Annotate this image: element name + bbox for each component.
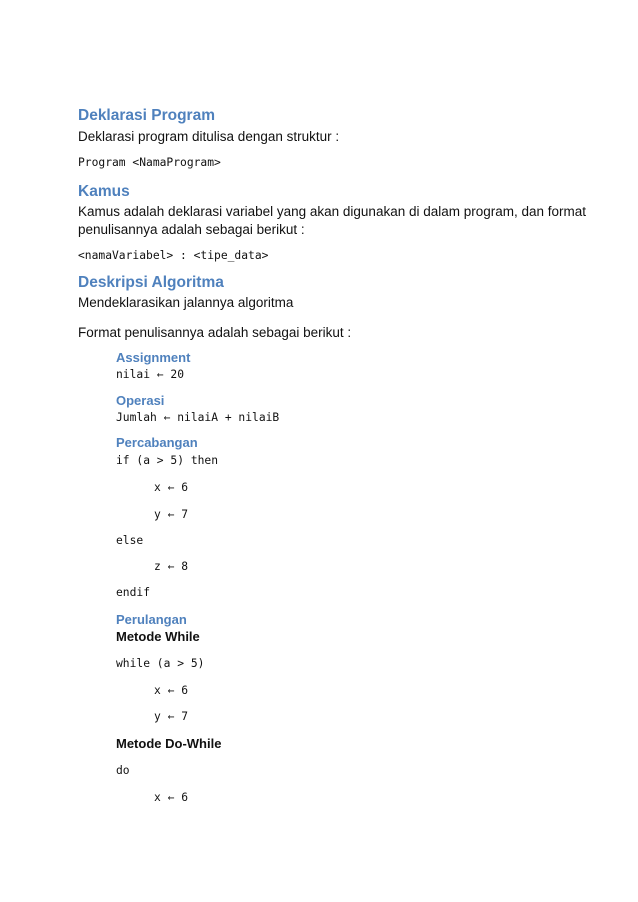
kamus-description-line2: penulisannya adalah sebagai berikut : — [78, 222, 305, 237]
do-line: do — [116, 764, 130, 777]
heading-perulangan: Perulangan — [116, 612, 187, 627]
subheading-metode-while: Metode While — [116, 629, 200, 644]
heading-kamus: Kamus — [78, 183, 130, 200]
deklarasi-description: Deklarasi program ditulisa dengan struktur : — [78, 129, 340, 144]
percabangan-y-line: y ← 7 — [154, 508, 189, 521]
heading-operasi: Operasi — [116, 393, 165, 408]
deklarasi-code: Program <NamaProgram> — [78, 156, 221, 169]
while-y-line: y ← 7 — [154, 710, 189, 723]
heading-deskripsi-algoritma: Deskripsi Algoritma — [78, 274, 224, 291]
operasi-code: Jumlah ← nilaiA + nilaiB — [116, 411, 280, 424]
percabangan-else-line: else — [116, 534, 144, 547]
heading-deklarasi-program: Deklarasi Program — [78, 107, 215, 124]
heading-assignment: Assignment — [116, 350, 191, 365]
deskripsi-description: Mendeklarasikan jalannya algoritma — [78, 295, 294, 310]
kamus-code: <namaVariabel> : <tipe_data> — [78, 249, 269, 262]
percabangan-endif-line: endif — [116, 586, 151, 599]
percabangan-x-line: x ← 6 — [154, 481, 189, 494]
while-x-line: x ← 6 — [154, 684, 189, 697]
kamus-description-line1: Kamus adalah deklarasi variabel yang akan digunakan di dalam program, dan format — [78, 204, 587, 219]
percabangan-if-line: if (a > 5) then — [116, 454, 219, 467]
do-x-line: x ← 6 — [154, 791, 189, 804]
while-line: while (a > 5) — [116, 657, 205, 670]
assignment-code: nilai ← 20 — [116, 368, 185, 381]
format-description: Format penulisannya adalah sebagai berikut : — [78, 325, 352, 340]
heading-percabangan: Percabangan — [116, 435, 198, 450]
subheading-metode-do-while: Metode Do-While — [116, 736, 222, 751]
percabangan-z-line: z ← 8 — [154, 560, 189, 573]
